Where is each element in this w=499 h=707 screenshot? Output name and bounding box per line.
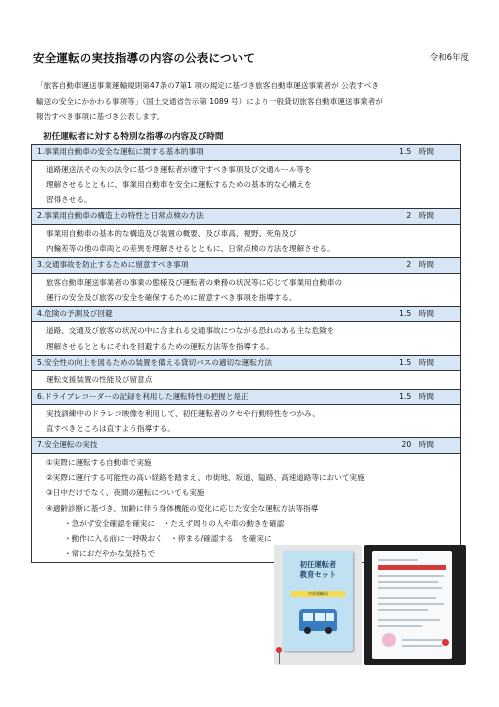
bus-window [315, 613, 325, 621]
item-line: 直すべきところは直すよう指導する。 [46, 424, 175, 434]
bus-window [303, 613, 313, 621]
text-line [378, 609, 428, 611]
text-line [378, 619, 440, 621]
text-line [378, 597, 436, 599]
item-line: ・常におだやかな気持ちで [64, 549, 156, 559]
item-hours: 1.5 時間 [399, 147, 434, 156]
bus-icon [299, 609, 337, 631]
training-table [31, 144, 461, 563]
item-line: 道路、交通及び旅客の状況の中に含まれる交通事故につながる恐れのある主な危険を [46, 326, 335, 336]
text-line [378, 559, 418, 561]
item-line: ②実際に運行する可能性の高い経路を踏まえ、市街地、坂道、隘路、高速道路等において実施 [46, 473, 365, 483]
item-header [32, 257, 460, 273]
text-line [402, 645, 442, 647]
item-hours: 2 時間 [406, 211, 434, 221]
bus-stop-icon [442, 639, 449, 646]
item-header [32, 389, 460, 405]
item-title: 6.ドライブレコーダーの記録を利用した運転特性の把握と是正 [37, 391, 249, 401]
item-line: 理解させるとともに、事業用自動車を安全に運転するための基本的な心構えを [46, 179, 312, 189]
text-line [378, 575, 444, 577]
intro-line: 輸送の安全にかかわる事項等」（国土交通省告示第 1089 号）により一般貸切旅客自動車運送事業者が [36, 96, 383, 106]
intro-line: 報告すべき事項に基づき公表します。 [36, 112, 165, 121]
item-title: 3.交通事故を防止するために留意すべき事項 [37, 260, 189, 270]
item-line: ①実際に運転する自動車で実施 [46, 457, 152, 467]
item-header [32, 306, 460, 322]
leaflet-photo [364, 545, 466, 665]
item-body [32, 321, 460, 354]
text-line [378, 581, 438, 583]
item-line: ④適齢診断に基づき、加齢に伴う身体機能の変化に応じた安全な運転方法等指導 [46, 503, 319, 513]
item-line: 習得させる。 [46, 194, 92, 204]
pamphlet-title-line: 教育セット [299, 570, 337, 579]
bus-window [326, 613, 334, 621]
item-hours: 2 時間 [406, 260, 434, 270]
item-title: 4.危険の予測及び回避 [37, 308, 113, 318]
item-body [32, 273, 460, 306]
pamphlet-photo [274, 545, 362, 665]
item-title: 2.事業用自動車の構造上の特性と日常点検の方法 [37, 211, 204, 221]
item-title: 7.安全運転の実技 [37, 440, 98, 450]
item-line: 運行の安全及び旅客の安全を確保するために留意すべき事項を指導する。 [46, 292, 297, 302]
item-hours: 1.5 時間 [399, 357, 434, 367]
mascot-icon [382, 633, 396, 647]
text-line [402, 639, 446, 641]
bus-wheel [325, 627, 332, 634]
item-header [32, 208, 460, 224]
item-header [32, 437, 460, 453]
item-title: 1.事業用自動車の安全な運転に関する基本的事項 [37, 147, 204, 156]
highlight-line [378, 565, 446, 570]
item-line: ・動作に入る前に一呼吸おく ・停まる/確認する を確実に [64, 533, 272, 543]
item-hours: 1.5 時間 [399, 391, 434, 401]
item-header [32, 145, 460, 160]
item-header [32, 355, 460, 371]
item-title: 5.安全性の向上を図るための装置を備える貸切バスの適切な運転方法 [37, 357, 273, 367]
item-line: 内輪差等の他の車両との差異を理解させるとともに、日常点検の方法を理解させる。 [46, 243, 335, 253]
bus-wheel [304, 627, 311, 634]
item-line: ・急がず安全確認を確実に ・たえず周りの人や車の動きを確認 [64, 518, 285, 528]
pamphlet-cover [283, 551, 353, 651]
text-line [378, 587, 442, 589]
pamphlet-subtitle: 中部運輸局 [291, 591, 345, 597]
item-line: 事業用自動車の基本的な構造及び装置の概要、及び車高、視野、死角及び [46, 228, 297, 238]
item-body [32, 160, 460, 209]
intro-line: 「旅客自動車運送事業運輸規則第47条の7第1 項の規定に基づき旅客自動車運送事業者が 公表すべき [36, 81, 379, 90]
item-line: 運転支援装置の性能及び留意点 [46, 375, 153, 385]
text-line [378, 603, 444, 605]
item-line: 実技訓練中のドラレコ映像を利用して、初任運転者のクセや行動特性をつかみ、 [46, 409, 320, 419]
bus-stop-pole [279, 652, 280, 664]
fiscal-year: 令和6年度 [429, 53, 469, 63]
item-hours: 20 時間 [401, 440, 434, 450]
page-title: 安全運転の実技指導の内容の公表について [33, 51, 256, 65]
item-body [32, 370, 460, 388]
item-body [32, 404, 460, 437]
item-line: ③日中だけでなく、夜間の運転についても実施 [46, 488, 205, 498]
item-body [32, 224, 460, 257]
pamphlet-title [283, 560, 353, 580]
item-line: 理解させるとともにそれを回避するための運転方法等を指導する。 [46, 341, 274, 351]
text-line [378, 625, 422, 627]
item-hours: 1.5 時間 [399, 308, 434, 318]
item-line: 道路運送法その矢の法令に基づき運転者が遵守すべき事項及び交通ルール等を [46, 164, 312, 174]
item-line: 旅客自動車運送事業者の事業の態様及び運転者の乗務の状況等に応じて事業用自動車の [46, 277, 343, 287]
pamphlet-title-line: 初任運転者 [299, 560, 337, 569]
section-title: 初任運転者に対する特別な指導の内容及び時間 [43, 132, 224, 142]
leaflet-page [372, 551, 452, 659]
intro-paragraph [36, 78, 466, 125]
